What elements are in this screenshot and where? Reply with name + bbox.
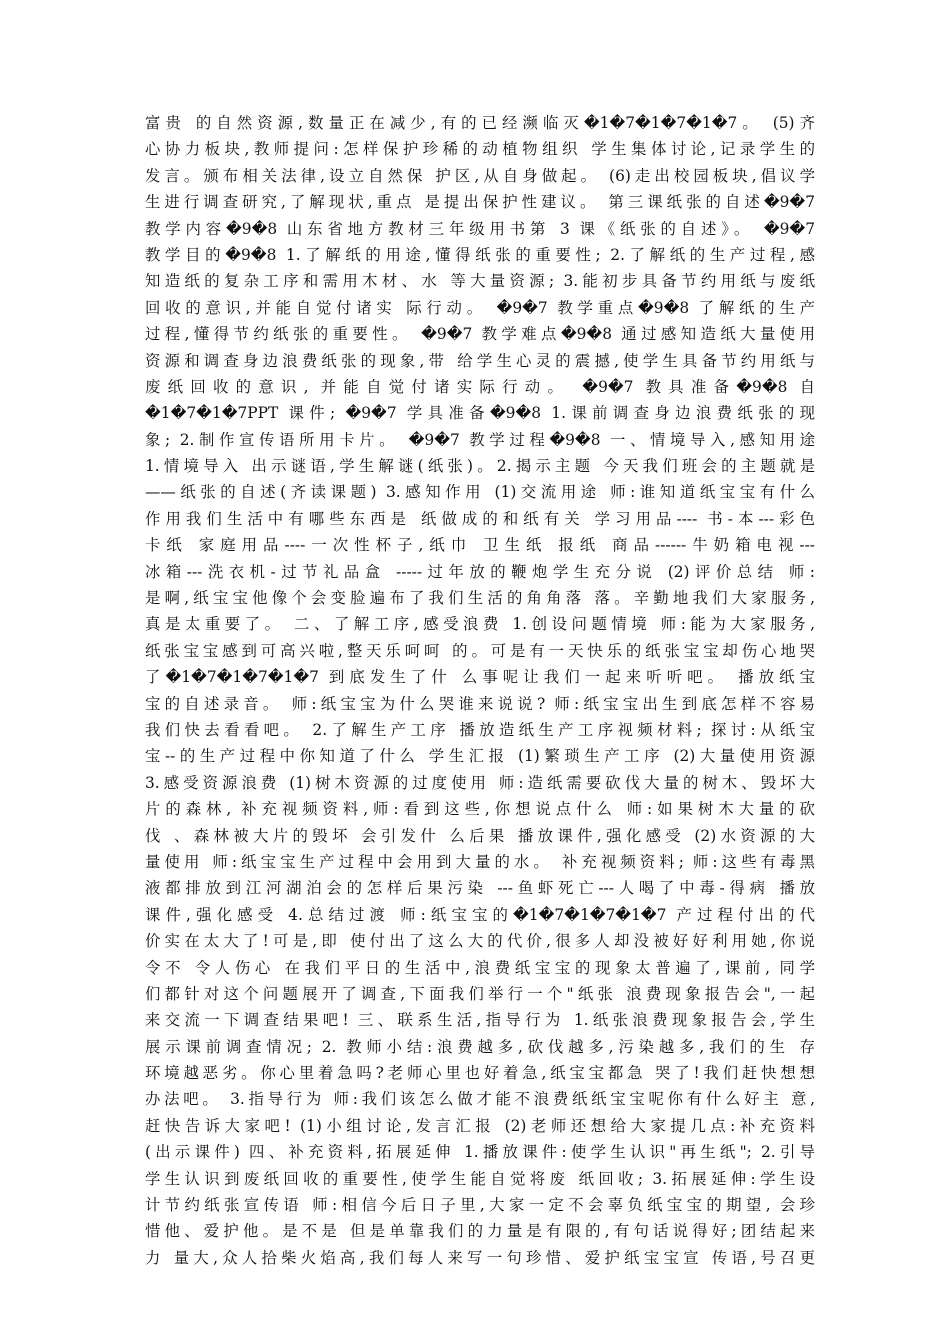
text-line: �1�7�1�7PPT 课件; �9�7 学具准备�9�8 1.课前调查身边浪费纸张的现 <box>145 404 815 423</box>
text-line: 们都针对这个问题展开了调查,下面我们举行一个"纸张 浪费现象报告会",一起 <box>145 984 815 1003</box>
text-line: 赶快告诉大家吧! (1)小组讨论,发言汇报 (2)老师还想给大家提几点:补充资料 <box>145 1116 815 1135</box>
text-line: 价实在太大了!可是,即 使付出了这么大的代价,很多人却没被好好利用她,你说 <box>145 932 815 951</box>
text-line: (出示课件) 四、补充资料,拓展延伸 1.播放课件:使学生认识"再生纸"; 2.引导 <box>145 1143 815 1162</box>
body-text <box>145 110 815 1271</box>
text-line: 力 量大,众人拾柴火焰高,我们每人来写一句珍惜、爱护纸宝宝宣 传语,号召更 <box>145 1248 815 1267</box>
text-line: 发言。颁布相关法律,设立自然保 护区,从自身做起。 (6)走出校园板块,倡议学 <box>145 166 815 185</box>
text-line: 卡纸 家庭用品----一次性杯子,纸巾 卫生纸 报纸 商品------牛奶箱电视--- <box>145 536 815 555</box>
text-line: 知造纸的复杂工序和需用木材、水 等大量资源; 3.能初步具备节约用纸与废纸 <box>145 272 815 291</box>
text-line: 生进行调查研究,了解现状,重点 是提出保护性建议。 第三课纸张的自述�9�7 <box>145 193 815 212</box>
text-line: 心协力板块,教师提问:怎样保护珍稀的动植物组织 学生集体讨论,记录学生的 <box>145 140 815 159</box>
text-line: 教学内容�9�8 山东省地方教材三年级用书第 3 课《纸张的自述》。 �9�7 <box>145 219 815 238</box>
text-line: 学生认识到废纸回收的重要性,使学生能自觉将废 纸回收; 3.拓展延伸:学生设 <box>145 1169 815 1188</box>
text-line: ——纸张的自述(齐读课题) 3.感知作用 (1)交流用途 师:谁知道纸宝宝有什么 <box>145 483 815 502</box>
text-line: 了�1�7�1�7�1�7 到底发生了什 么事呢让我们一起来听听吧。 播放纸宝 <box>145 668 815 687</box>
text-line: 惜他、爱护他。是不是 但是单靠我们的力量是有限的,有句话说得好;团结起来 <box>145 1222 815 1241</box>
text-line: 来交流一下调查结果吧! 三、联系生活,指导行为 1.纸张浪费现象报告会,学生 <box>145 1011 815 1030</box>
text-line: 量使用 师:纸宝宝生产过程中会用到大量的水。 补充视频资料; 师:这些有毒黑 <box>145 852 815 871</box>
text-line: 回收的意识,并能自觉付诸实 际行动。 �9�7 教学重点�9�8 了解纸的生产 <box>145 298 815 317</box>
text-line: 3.感受资源浪费 (1)树木资源的过度使用 师:造纸需要砍伐大量的树木、毁坏大 <box>145 773 815 792</box>
text-line: 教学目的�9�8 1.了解纸的用途,懂得纸张的重要性; 2.了解纸的生产过程,感 <box>145 245 815 264</box>
text-line: 宝--的生产过程中你知道了什么 学生汇报 (1)繁琐生产工序 (2)大量使用资源 <box>145 747 815 766</box>
text-line: 令不 令人伤心 在我们平日的生活中,浪费纸宝宝的现象太普遍了,课前, 同学 <box>145 958 815 977</box>
text-line: 是啊,纸宝宝他像个会变脸遍布了我们生活的角角落 落。辛勤地我们大家服务, <box>145 589 815 608</box>
text-line: 液都排放到江河湖泊会的怎样后果污染 ---鱼虾死亡---人喝了中毒-得病 播放 <box>145 879 815 898</box>
text-line: 计节约纸张宣传语 师:相信今后日子里,大家一定不会辜负纸宝宝的期望, 会珍 <box>145 1196 815 1215</box>
text-line: 宝的自述录音。 师:纸宝宝为什么哭谁来说说? 师:纸宝宝出生到底怎样不容易 <box>145 694 815 713</box>
text-line: 1.情境导入 出示谜语,学生解谜(纸张)。2.揭示主题 今天我们班会的主题就是 <box>145 457 815 476</box>
text-line: 我们快去看看吧。 2.了解生产工序 播放造纸生产工序视频材料; 探讨:从纸宝 <box>145 720 815 739</box>
text-line: 废纸回收的意识, 并能自觉付诸实际行动。 �9�7 教具准备�9�8 自 <box>145 377 815 396</box>
text-line: 冰箱---洗衣机-过节礼品盒 -----过年放的鞭炮学生充分说 (2)评价总结 师: <box>145 562 815 581</box>
text-line: 片的森林, 补充视频资料,师:看到这些,你想说点什么 师:如果树木大量的砍 <box>145 800 815 819</box>
text-line: 伐 、森林被大片的毁坏 会引发什 么后果 播放课件,强化感受 (2)水资源的大 <box>145 826 815 845</box>
text-line: 资源和调查身边浪费纸张的现象,带 给学生心灵的震撼,使学生具备节约用纸与 <box>145 351 815 370</box>
text-line: 环境越恶劣。你心里着急吗?老师心里也好着急,纸宝宝都急 哭了!我们赶快想想 <box>145 1064 815 1083</box>
text-line: 过程,懂得节约纸张的重要性。 �9�7 教学难点�9�8 通过感知造纸大量使用 <box>145 325 815 344</box>
text-line: 办法吧。 3.指导行为 师:我们该怎么做才能不浪费纸纸宝宝呢你有什么好主 意, <box>145 1090 815 1109</box>
text-line: 真是太重要了。 二、了解工序,感受浪费 1.创设问题情境 师:能为大家服务, <box>145 615 815 634</box>
text-line: 作用我们生活中有哪些东西是 纸做成的和纸有关 学习用品---- 书-本---彩色 <box>145 509 815 528</box>
text-line: 象; 2.制作宣传语所用卡片。 �9�7 教学过程�9�8 一、情境导入,感知用途 <box>145 430 815 449</box>
text-line: 纸张宝宝感到可高兴啦,整天乐呵呵 的。可是有一天快乐的纸张宝宝却伤心地哭 <box>145 641 815 660</box>
text-line: 展示课前调查情况; 2. 教师小结:浪费越多,砍伐越多,污染越多,我们的生 存 <box>145 1037 815 1056</box>
text-line: 富贵 的自然资源,数量正在减少,有的已经濒临灭�1�7�1�7�1�7。 (5)齐 <box>145 114 815 132</box>
text-line: 课件,强化感受 4.总结过渡 师:纸宝宝的�1�7�1�7�1�7 产过程付出的代 <box>145 905 815 924</box>
